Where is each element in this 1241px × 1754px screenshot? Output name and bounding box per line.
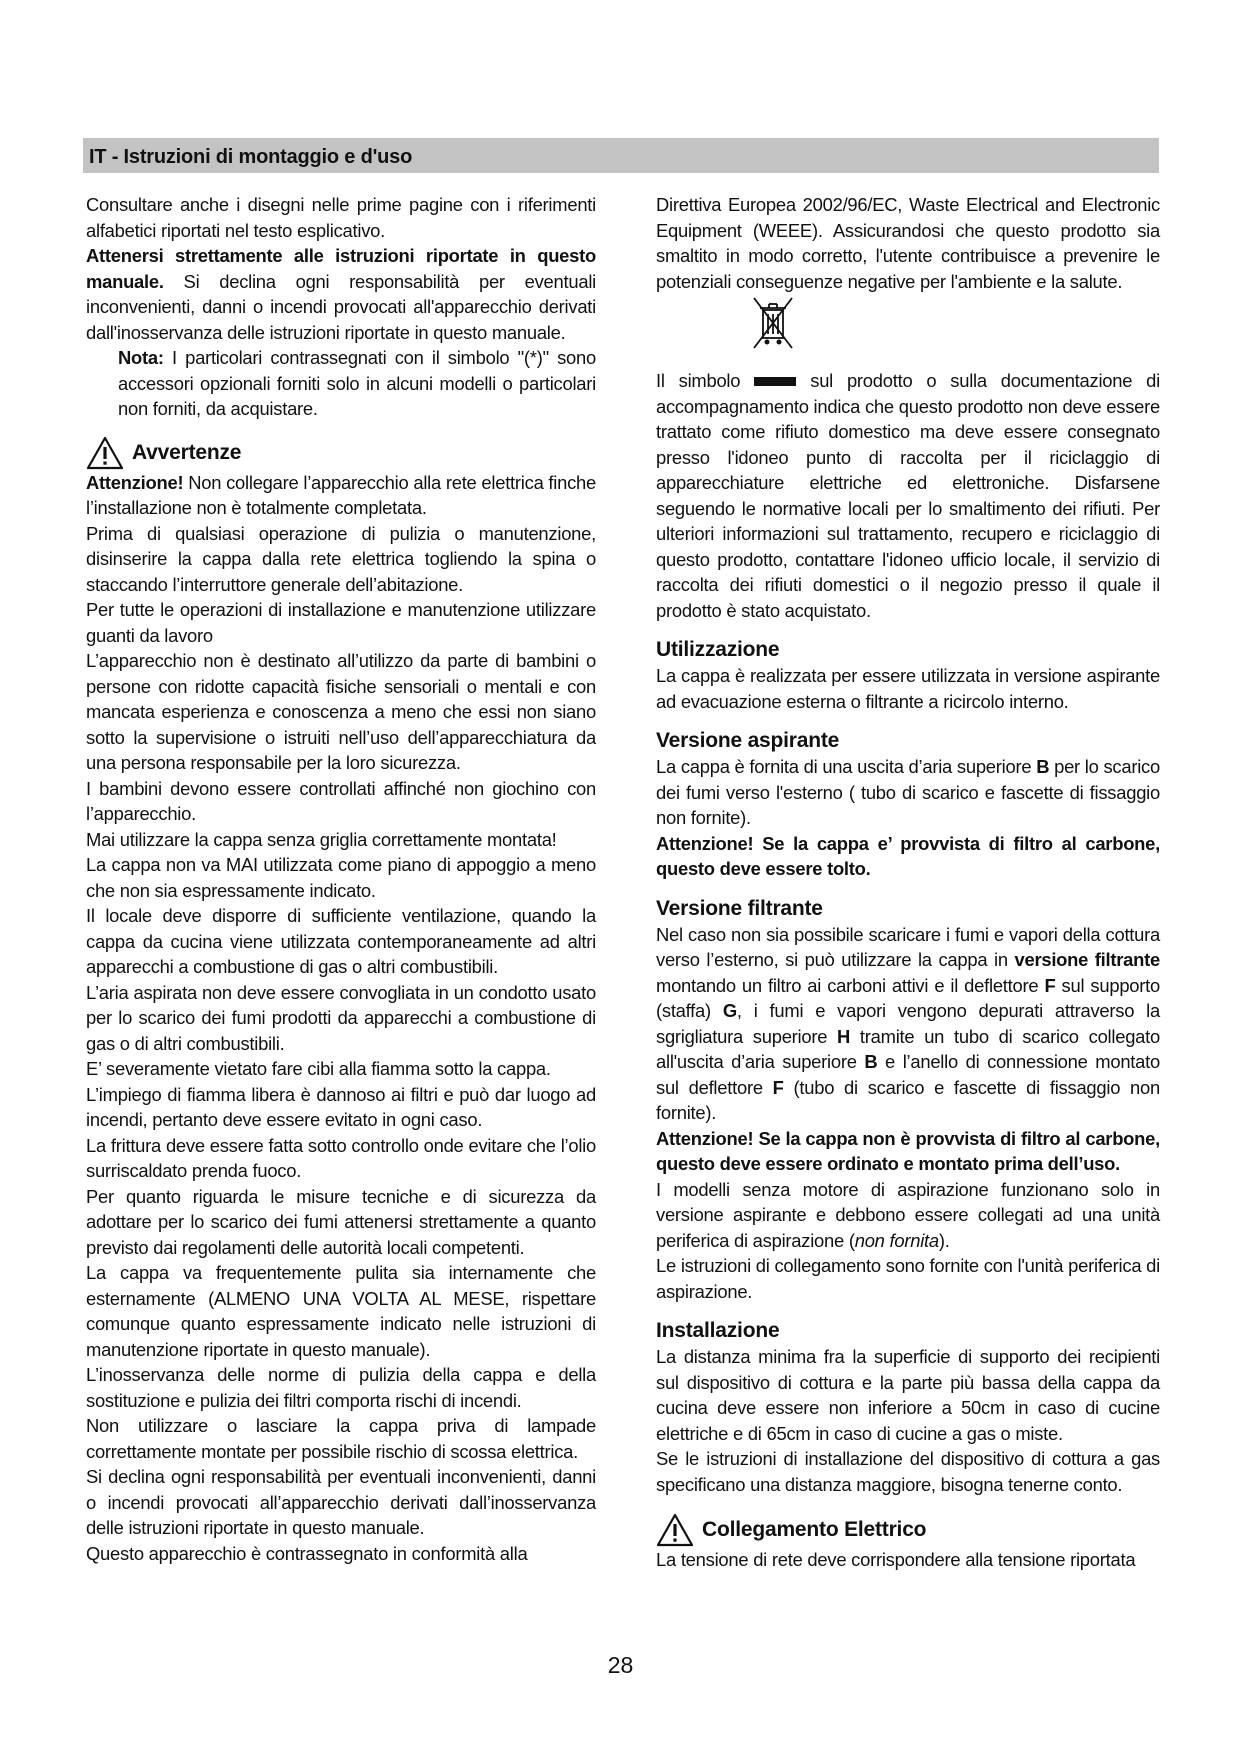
- filter-text: montando un filtro ai carboni attivi e il deflettore: [656, 974, 1045, 996]
- electrical-paragraph: La tensione di rete deve corrispondere alla tensione riportata: [656, 1549, 1136, 1570]
- attention-label: Attenzione!: [86, 471, 184, 493]
- paragraph: La cappa va frequentemente pulita sia internamente che esternamente (ALMENO UNA VOLTA AL MESE, rispettare comunque quanto espressamente indicato nelle istruzioni di manutenzione riportate in questo manuale).: [86, 1262, 596, 1360]
- paragraph: E’ severamente vietato fare cibi alla fiamma sotto la cappa.: [86, 1058, 551, 1079]
- warnings-heading: [86, 436, 596, 470]
- usage-paragraph: La cappa è realizzata per essere utilizzata in versione aspirante ad evacuazione esterna o filtrante a ricircolo interno.: [656, 665, 1160, 712]
- installation-paragraph: Se le istruzioni di installazione del dispositivo di cottura a gas specificano una distanza maggiore, bisogna tenerne conto.: [656, 1448, 1160, 1495]
- connection-paragraph: Le istruzioni di collegamento sono fornite con l'unità periferica di aspirazione.: [656, 1255, 1160, 1302]
- paragraph: L’impiego di fiamma libera è dannoso ai filtri e può dar luogo ad incendi, pertanto deve essere evitato in ogni caso.: [86, 1083, 596, 1130]
- intro-paragraph: Consultare anche i disegni nelle prime pagine con i riferimenti alfabetici riportati nel testo esplicativo.: [86, 194, 596, 241]
- weee-symbol: [656, 296, 1160, 352]
- left-column: [86, 192, 596, 1566]
- warning-triangle-icon: [656, 1513, 694, 1547]
- installation-paragraph: La distanza minima fra la superficie di supporto dei recipienti sul dispositivo di cottura e la parte più bassa della cappa da cucina deve essere non inferiore a 50cm in caso di cucine elettriche e di 65cm in caso di cucine a gas o miste.: [656, 1346, 1160, 1444]
- warning-triangle-icon: [86, 436, 124, 470]
- ref-f: F: [772, 1076, 784, 1098]
- paragraph: I bambini devono essere controllati affinché non giochino con l’apparecchio.: [86, 777, 596, 824]
- filter-text: , i fumi e vapori vengono depurati attraverso la sgrigliatura superiore: [656, 1000, 1160, 1047]
- filter-paragraph: [656, 922, 1160, 1126]
- section-title: IT - Istruzioni di montaggio e d'uso: [89, 146, 413, 168]
- ref-h: H: [837, 1025, 851, 1047]
- paragraph: Questo apparecchio è contrassegnato in conformità alla: [86, 1542, 528, 1564]
- installation-heading: Installazione: [656, 1319, 780, 1342]
- note-label: Nota:: [118, 347, 164, 368]
- note-paragraph: [86, 345, 596, 422]
- paragraph: Prima di qualsiasi operazione di pulizia o manutenzione, disinserire la cappa dalla rete elettrica togliendo la spina o staccando l’interruttore generale dell’abitazione.: [86, 522, 596, 595]
- intro-warning-paragraph: [86, 243, 596, 345]
- symbol-pre: Il simbolo: [656, 370, 741, 391]
- filter-heading: Versione filtrante: [656, 896, 823, 920]
- paragraph: Non utilizzare o lasciare la cappa priva di lampade correttamente montate per possibile rischio di scossa elettrica.: [86, 1415, 596, 1462]
- filter-bold: versione filtrante: [1014, 949, 1160, 970]
- motorless-paragraph: [656, 1177, 1160, 1254]
- paragraph: Per tutte le operazioni di installazione e manutenzione utilizzare guanti da lavoro: [86, 599, 596, 646]
- extraction-text-2: per lo scarico dei fumi verso l'esterno ( tubo di scarico e fascette di fissaggio non fornite).: [656, 756, 1160, 828]
- extraction-text-1: La cappa è fornita di una uscita d’aria superiore: [656, 756, 1037, 777]
- motorless-italic: non fornita: [854, 1229, 939, 1251]
- extraction-paragraph: [656, 754, 1160, 831]
- ref-f: F: [1044, 974, 1056, 996]
- warnings-title: Avvertenze: [132, 440, 242, 464]
- paragraph: Si declina ogni responsabilità per eventuali inconvenienti, danni o incendi provocati all’apparecchio derivati dall’inosservanza delle istruzioni riportate in questo manuale.: [86, 1466, 596, 1538]
- ref-b: B: [1036, 756, 1050, 777]
- section-header: [83, 138, 1159, 173]
- paragraph: L’inosservanza delle norme di pulizia della cappa e della sostituzione e pulizia dei filtri comporta rischi di incendi.: [86, 1364, 596, 1411]
- black-bar-icon: [754, 377, 796, 386]
- paragraph: La cappa non va MAI utilizzata come piano di appoggio a meno che non sia espressamente indicato.: [86, 854, 596, 901]
- paragraph: La frittura deve essere fatta sotto controllo onde evitare che l’olio surriscaldato prenda fuoco.: [86, 1134, 596, 1181]
- right-column: [656, 192, 1160, 1573]
- attention-text: Non collegare l’apparecchio alla rete elettrica finche l’installazione non è totalmente completata.: [86, 471, 596, 518]
- electrical-title: Collegamento Elettrico: [702, 1518, 927, 1541]
- electrical-heading: [656, 1513, 1160, 1547]
- intro-rest: Si declina ogni responsabilità per eventuali inconvenienti, danni o incendi provocati all'apparecchio derivati dall'inosservanza delle istruzioni riportate in questo manuale.: [86, 270, 596, 343]
- motorless-text: ).: [938, 1229, 950, 1251]
- paragraph: Il locale deve disporre di sufficiente ventilazione, quando la cappa da cucina viene utilizzata contemporaneamente ad altri apparecchi a combustione di gas o altri combustibili.: [86, 905, 596, 977]
- paragraph: L’aria aspirata non deve essere convogliata in un condotto usato per lo scarico dei fumi prodotti da apparecchi a combustione di gas o di altri combustibili.: [86, 981, 596, 1054]
- usage-heading: Utilizzazione: [656, 638, 780, 661]
- ref-b: B: [864, 1051, 878, 1072]
- filter-text: sul supporto (staffa): [656, 974, 1160, 1021]
- filter-text: (tubo di scarico e fascette di fissaggio non fornite).: [656, 1076, 1160, 1123]
- note-text: I particolari contrassegnati con il simbolo "(*)" sono accessori opzionali forniti solo in alcuni modelli o particolari non forniti, da acquistare.: [118, 347, 596, 419]
- weee-paragraph: Direttiva Europea 2002/96/EC, Waste Electrical and Electronic Equipment (WEEE). Assicurandosi che questo prodotto sia smaltito in modo corretto, l'utente contribuisce a prevenire le potenziali conseguenze negative per l'ambiente e la salute.: [656, 194, 1160, 292]
- symbol-post: sul prodotto o sulla documentazione di accompagnamento indica che questo prodotto non deve essere trattato come rifiuto domestico ma deve essere consegnato presso l'idoneo punto di raccolta per il riciclaggio di apparecchiature elettriche ed elettroniche. Disfarsene seguendo le normative locali per lo smaltimento dei rifiuti. Per ulteriori informazioni sul trattamento, recupero e riciclaggio di questo prodotto, contattare l'idoneo ufficio locale, il servizio di raccolta dei rifiuti domestici o il negozio presso il quale il prodotto è stato acquistato.: [656, 370, 1160, 621]
- filter-text: Nel caso non sia possibile scaricare i fumi e vapori della cottura verso l’esterno, si può utilizzare la cappa in: [656, 923, 1160, 970]
- paragraph: Per quanto riguarda le misure tecniche e di sicurezza da adottare per lo scarico dei fumi attenersi strettamente a quanto previsto dai regolamenti delle autorità locali competenti.: [86, 1185, 596, 1258]
- attention-paragraph: [86, 470, 596, 521]
- page-number: 28: [607, 1652, 634, 1678]
- extraction-heading: Versione aspirante: [656, 729, 840, 752]
- motorless-text: I modelli senza motore di aspirazione funzionano solo in versione aspirante e debbono essere collegati ad una unità periferica di aspirazione (: [656, 1178, 1160, 1251]
- intro-bold: Attenersi strettamente alle istruzioni riportate in questo manuale.: [86, 245, 596, 292]
- crossed-out-bin-icon: [748, 296, 798, 352]
- paragraph: L’apparecchio non è destinato all’utilizzo da parte di bambini o persone con ridotte capacità fisiche sensoriali o mentali e con mancata esperienza e conoscenza a meno che essi non siano sotto la supervisione o istruiti nell’uso dell’apparecchiatura da una persona responsabile per la loro sicurezza.: [86, 650, 596, 773]
- filter-warning: Attenzione! Se la cappa non è provvista di filtro al carbone, questo deve essere ordinato e montato prima dell’uso.: [656, 1127, 1160, 1174]
- symbol-paragraph: [656, 368, 1160, 623]
- filter-text: e l’anello di connessione montato sul deflettore: [656, 1051, 1160, 1098]
- extraction-warning: Attenzione! Se la cappa e’ provvista di filtro al carbone, questo deve essere tolto.: [656, 832, 1160, 879]
- filter-text: tramite un tubo di scarico collegato all'uscita d’aria superiore: [656, 1025, 1160, 1072]
- ref-g: G: [722, 1000, 737, 1021]
- paragraph: Mai utilizzare la cappa senza griglia correttamente montata!: [86, 828, 557, 850]
